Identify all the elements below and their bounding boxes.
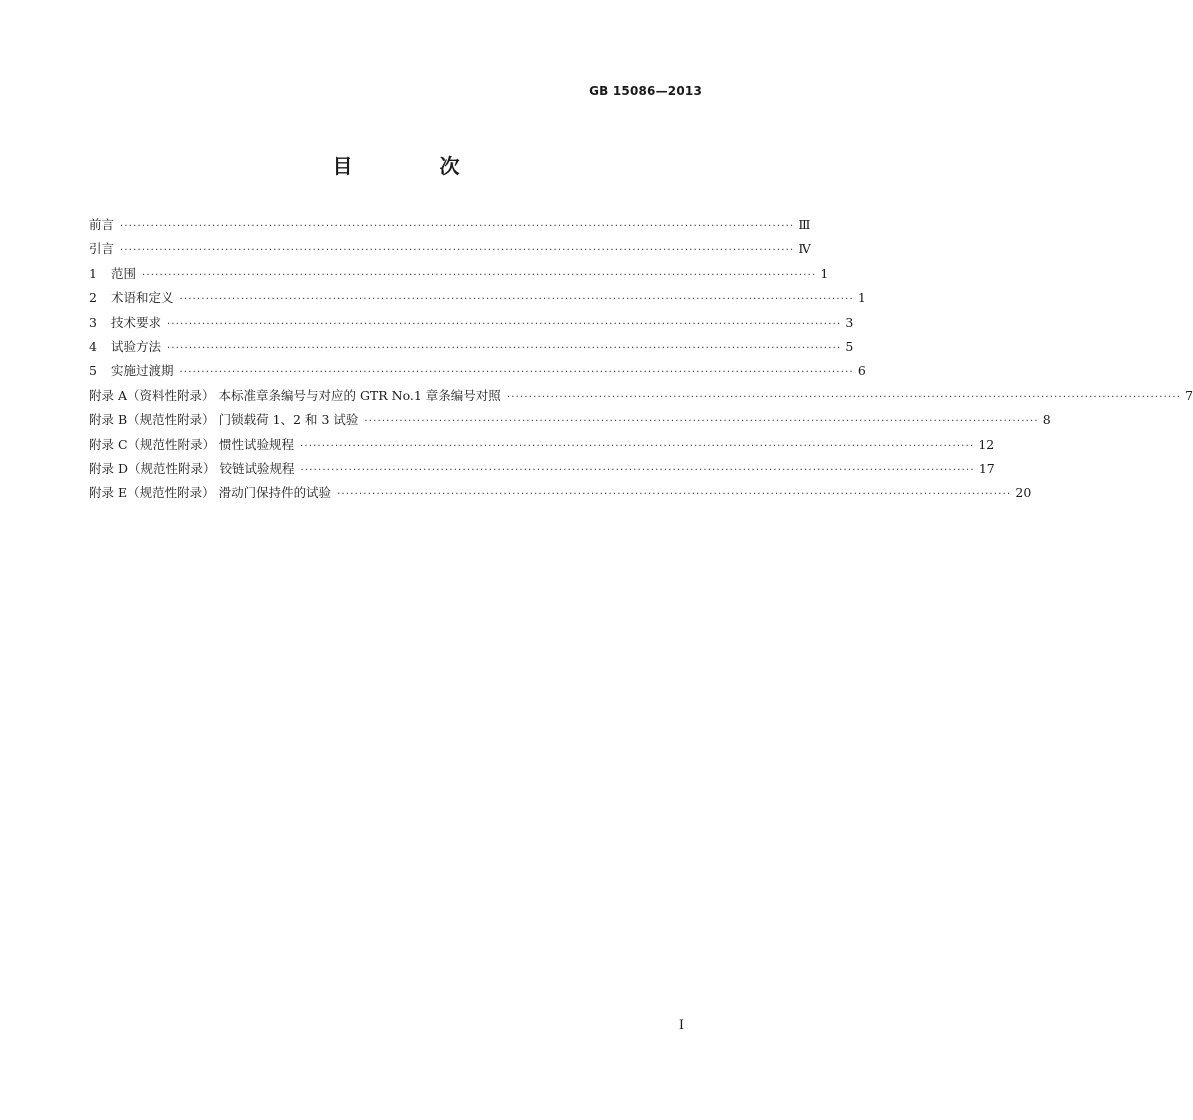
table-of-contents (89, 216, 1193, 509)
toc-entry-page: 3 (845, 314, 854, 330)
toc-entry-number: 1 (89, 265, 97, 281)
toc-leader-dots: ·························································································································································· (167, 342, 842, 354)
toc-entry-label: 附录 A（资料性附录） 本标准章条编号与对应的 GTR No.1 章条编号对照 (89, 387, 501, 403)
toc-leader-dots: ·························································································································································· (179, 294, 854, 306)
toc-entry-page: 12 (978, 436, 995, 452)
toc-entry-annex-c[interactable] (89, 436, 995, 460)
toc-entry-number: 4 (89, 338, 97, 354)
toc-entry-label: 附录 D（规范性附录） 铰链试验规程 (89, 460, 295, 476)
toc-entry-page: 8 (1042, 412, 1051, 428)
toc-entry-annex-a[interactable] (89, 387, 1193, 411)
toc-leader-dots: ·························································································································································· (506, 391, 1182, 403)
toc-entry-annex-d[interactable] (89, 460, 995, 484)
toc-entry-page: 1 (820, 265, 829, 281)
toc-entry-number: 5 (89, 363, 97, 379)
toc-entry-label: 附录 C（规范性附录） 惯性试验规程 (89, 436, 295, 452)
toc-entry-introduction[interactable] (89, 240, 811, 264)
toc-entry-page: Ⅳ (798, 241, 811, 257)
toc-entry-number: 2 (89, 290, 97, 306)
toc-entry-number: 3 (89, 314, 97, 330)
toc-entry-foreword[interactable] (89, 216, 811, 240)
toc-leader-dots: ·························································································································································· (120, 245, 795, 257)
toc-entry-page: 1 (857, 290, 866, 306)
toc-entry-page: Ⅲ (798, 217, 811, 232)
toc-leader-dots: ·························································································································································· (142, 269, 817, 281)
toc-entry-terms[interactable] (89, 289, 866, 313)
toc-entry-scope[interactable] (89, 265, 829, 289)
toc-entry-label: 2 术语和定义 (89, 290, 174, 306)
toc-entry-label: 附录 E（规范性附录） 滑动门保持件的试验 (89, 485, 332, 501)
toc-leader-dots: ·························································································································································· (300, 440, 975, 452)
document-code: GB 15086—2013 (589, 84, 702, 98)
toc-entry-label: 引言 (89, 241, 115, 257)
toc-leader-dots: ·························································································································································· (300, 464, 975, 476)
toc-entry-label: 附录 B（规范性附录） 门锁载荷 1、2 和 3 试验 (89, 412, 359, 428)
toc-entry-requirements[interactable] (89, 314, 854, 338)
toc-entry-page: 20 (1015, 485, 1032, 501)
toc-entry-label: 1 范围 (89, 265, 137, 281)
toc-entry-label: 4 试验方法 (89, 338, 162, 354)
toc-entry-annex-e[interactable] (89, 484, 1032, 508)
toc-entry-test-methods[interactable] (89, 338, 854, 362)
toc-entry-label: 前言 (89, 217, 115, 232)
toc-entry-label: 3 技术要求 (89, 314, 162, 330)
toc-entry-annex-b[interactable] (89, 411, 1051, 435)
toc-entry-page: 7 (1185, 387, 1193, 403)
toc-leader-dots: ·························································································································································· (167, 318, 842, 330)
toc-entry-page: 6 (857, 363, 866, 379)
toc-leader-dots: ·························································································································································· (120, 221, 795, 232)
toc-entry-transition[interactable] (89, 362, 866, 386)
toc-entry-page: 17 (978, 460, 995, 476)
toc-entry-label: 5 实施过渡期 (89, 363, 174, 379)
toc-leader-dots: ·························································································································································· (364, 416, 1039, 428)
toc-leader-dots: ·························································································································································· (179, 367, 854, 379)
page-title: 目 次 (332, 154, 500, 178)
toc-entry-page: 5 (845, 338, 854, 354)
toc-leader-dots: ·························································································································································· (337, 489, 1012, 501)
page-number: Ⅰ (678, 1018, 684, 1033)
